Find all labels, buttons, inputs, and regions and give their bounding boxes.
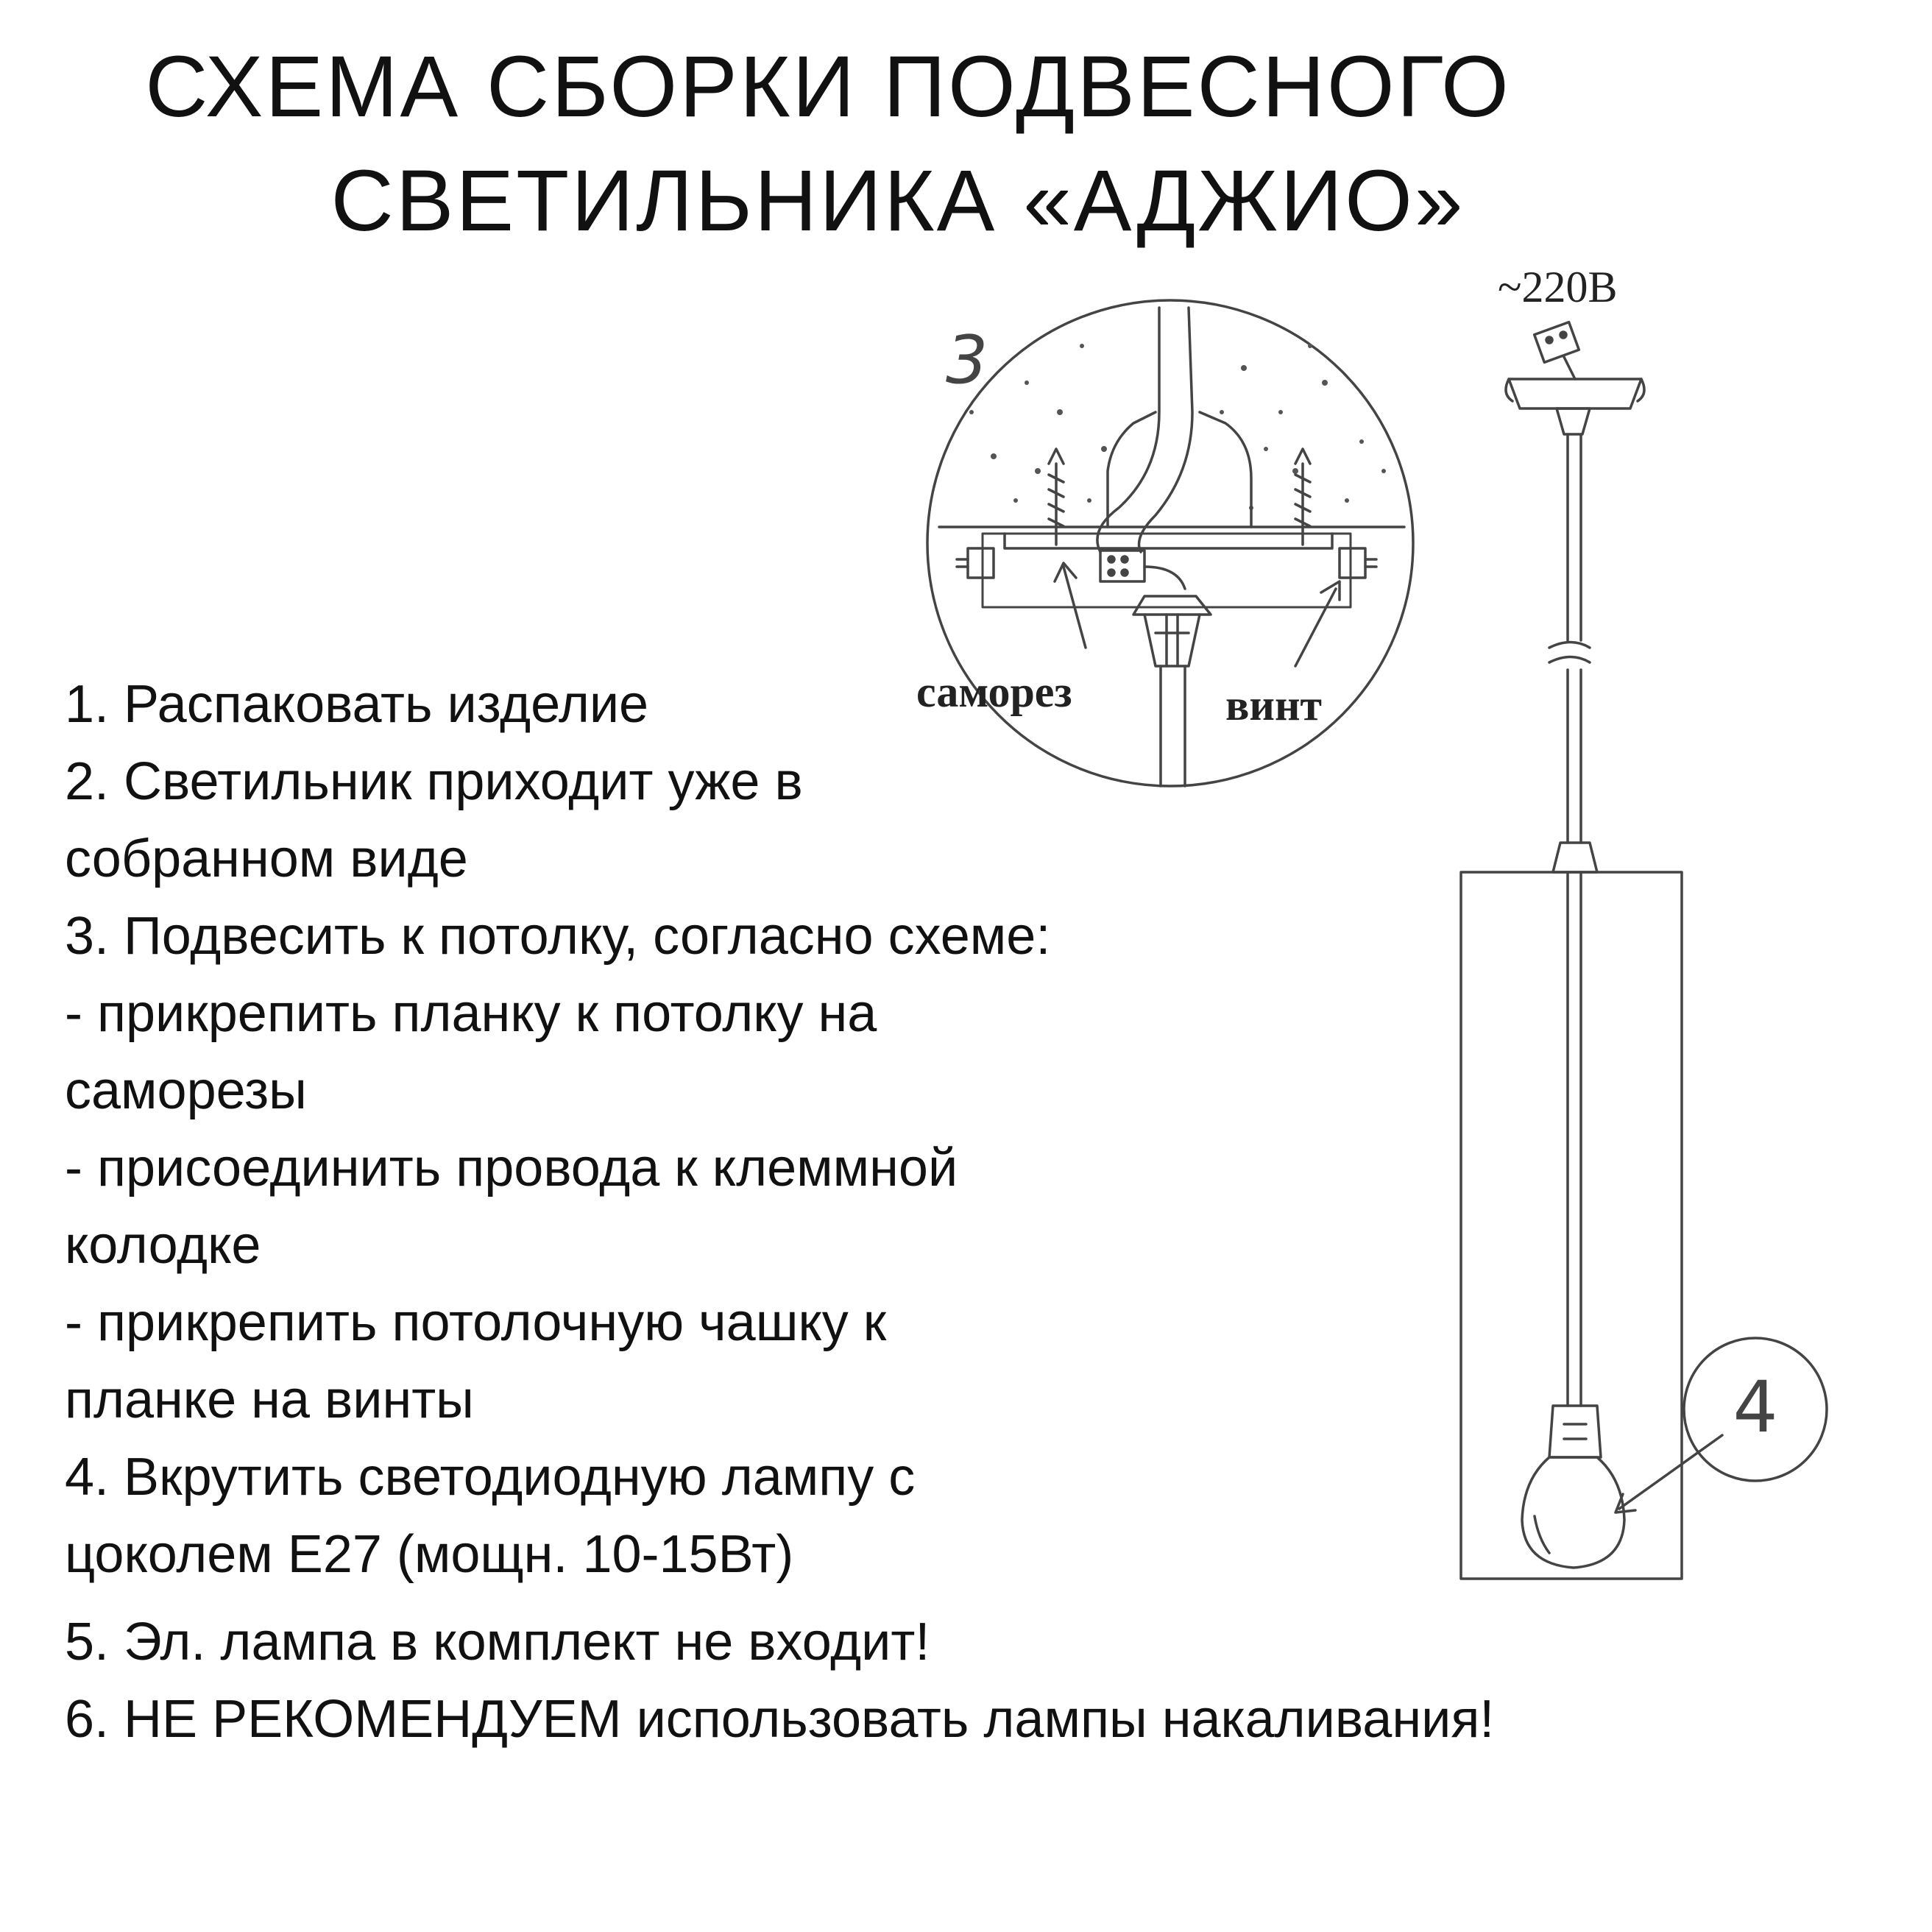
title-line-2: СВЕТИЛЬНИКА «АДЖИО» xyxy=(330,152,1465,250)
bulb-callout-label: 4 xyxy=(1733,1366,1778,1448)
terminal-block-icon xyxy=(1100,551,1144,581)
step-3-sub-1-cont: саморезы xyxy=(65,1061,307,1120)
step-2-cont: собранном виде xyxy=(65,829,468,888)
step-1: 1. Распаковать изделие xyxy=(65,675,649,734)
bolt-icon xyxy=(957,548,1376,578)
screw-label: саморез xyxy=(916,668,1072,716)
voltage-label: ~220В xyxy=(1498,263,1618,311)
screw-icon xyxy=(1049,449,1310,545)
bolt-label: винт xyxy=(1225,681,1323,729)
step-3-sub-2-cont: колодке xyxy=(65,1216,261,1275)
step-3-sub-3-cont: планке на винты xyxy=(65,1370,474,1429)
step-3-sub-3: - прикрепить потолочную чашку к xyxy=(65,1293,887,1352)
step-4: 4. Вкрутить светодиодную лампу с xyxy=(65,1448,916,1507)
step-3-sub-2: - присоединить провода к клеммной xyxy=(65,1139,958,1197)
step-3: 3. Подвесить к потолку, согласно схеме: xyxy=(65,907,1051,966)
step-6: 6. НЕ РЕКОМЕНДУЕМ использовать лампы накаливания! xyxy=(65,1690,1495,1749)
title-line-1: СХЕМА СБОРКИ ПОДВЕСНОГО xyxy=(145,38,1511,135)
step-2: 2. Светильник приходит уже в xyxy=(65,752,803,811)
instruction-list xyxy=(65,666,1868,1758)
detail-number-label: 3 xyxy=(946,322,988,399)
step-3-sub-1: - прикрепить планку к потолку на xyxy=(65,984,877,1043)
step-5: 5. Эл. лампа в комплект не входит! xyxy=(65,1613,930,1671)
step-4-cont: цоколем Е27 (мощн. 10-15Вт) xyxy=(65,1525,794,1584)
